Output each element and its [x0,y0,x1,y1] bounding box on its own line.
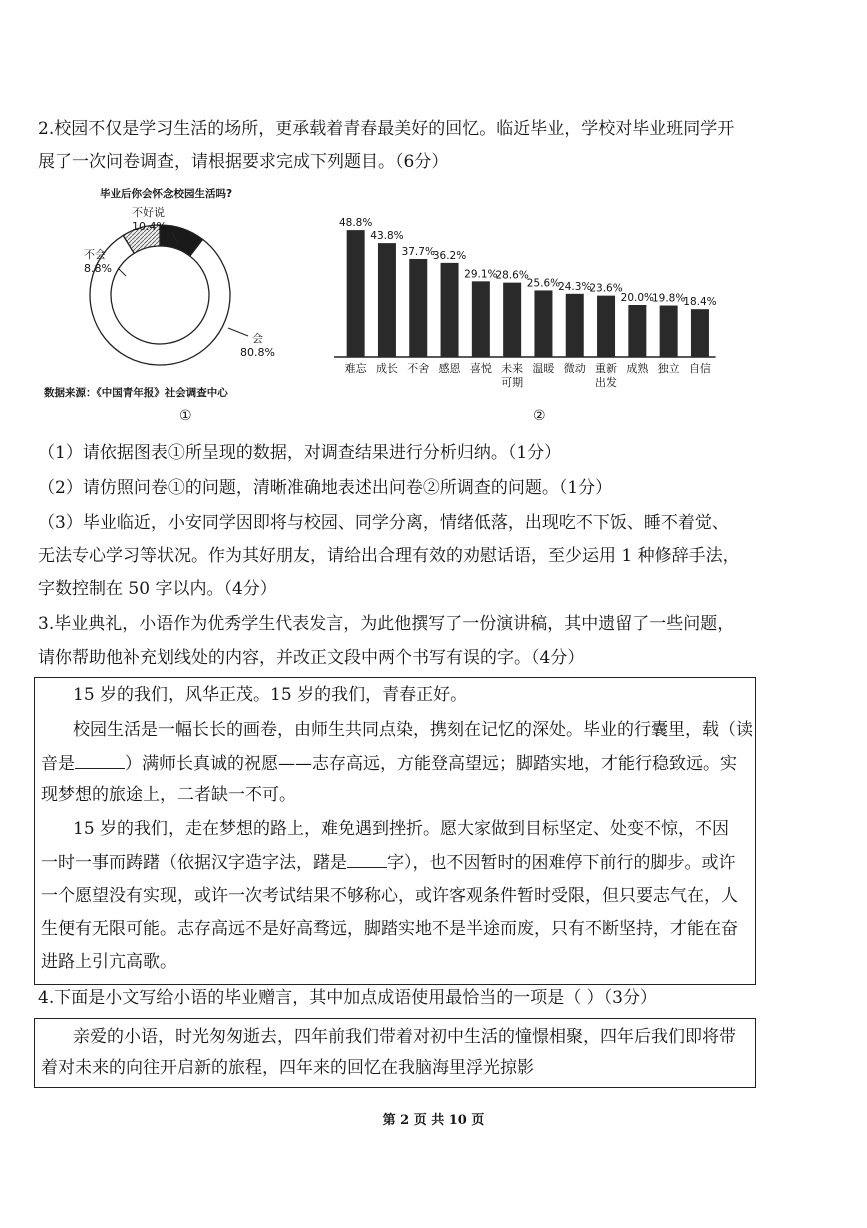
bar-value-label: 29.1% [464,268,498,281]
bar-自信 [691,309,709,357]
speech-p3-line5: 进路上引亢高歌。 [41,952,177,972]
bar-未来可期 [503,283,521,357]
speech-p2-line3: 现梦想的旅途上，二者缺一不可。 [41,785,296,805]
bar-成长 [378,243,396,357]
donut-slice-会 [90,235,230,365]
bar-category-label: 温暖 [532,362,555,375]
bar-category-label: 难忘 [344,362,367,375]
bar-value-label: 36.2% [432,249,467,262]
bar-微动 [566,294,584,357]
donut-label-会-value: 80.8% [240,346,275,359]
chart1-source: 数据来源：《中国青年报》社会调查中心 [44,387,228,399]
bar-重新出发 [597,296,615,357]
bar-category-label: 微动 [563,362,586,375]
message-line2: 着对未来的向往开启新的旅程，四年来的回忆在我脑海里浮光掠影 [41,1058,534,1078]
bar-category-label: 可期 [501,376,524,389]
bar-category-label: 自信 [688,362,711,375]
bar-category-label: 独立 [657,362,680,375]
bar-喜悦 [472,281,490,357]
bar-不舍 [409,259,427,357]
donut-label-不好说-name: 不好说 [132,206,165,219]
pinyin-blank[interactable] [75,752,125,769]
q4-stem: 4.下面是小文写给小语的毕业赠言，其中加点成语使用最恰当的一项是（ ）（3分） [38,988,657,1008]
speech-p3-line4: 生便有无限可能。志存高远不是好高骛远，脚踏实地不是半途而废，只有不断坚持，才能在奋 [41,919,738,939]
donut-label-不会-name: 不会 [84,248,106,261]
q2-sub2: （2）请仿照问卷①的问题，清晰准确地表述出问卷②所调查的问题。（1分） [38,478,613,498]
bar-value-label: 20.0% [620,292,655,304]
bar-value-label: 19.8% [651,292,686,305]
chart1-number: ① [179,408,192,424]
bar-难忘 [347,230,365,357]
bar-成熟 [628,305,646,357]
q2-stem-line2: 展了一次问卷调查，请根据要求完成下列题目。（6分） [38,152,449,172]
q2-stem-line1: 2.校园不仅是学习生活的场所，更承载着青春最美好的回忆。临近毕业，学校对毕业班同学开 [38,119,735,139]
bar-value-label: 23.6% [589,282,623,295]
bar-chart [330,205,725,400]
bar-value-label: 37.7% [401,245,435,258]
chart2-number: ② [533,408,546,424]
bar-value-label: 18.4% [683,296,717,309]
speech-p3-line3: 一个愿望没有实现，或许一次考试结果不够称心，或许客观条件暂时受限，但只要志气在，人 [41,886,738,906]
donut-label-不会-value: 8.8% [84,262,112,275]
speech-p3-line2: 一时一事而踌躇（依据汉字造字法，躇是 字），也不因暂时的困难停下前行的脚步。或许 [41,853,736,873]
bar-category-label: 喜悦 [469,362,492,375]
bar-温暖 [534,290,552,357]
q3-stem-line1: 3.毕业典礼，小语作为优秀学生代表发言，为此他撰写了一份演讲稿，其中遗留了一些问题， [38,614,735,634]
speech-box [34,677,756,985]
bar-value-label: 25.6% [526,277,561,290]
bar-category-label: 感恩 [438,362,461,375]
bar-感恩 [441,263,459,357]
speech-p1: 15 岁的我们，风华正茂。15 岁的我们，青春正好。 [73,685,468,705]
speech-p2-line1: 校园生活是一幅长长的画卷，由师生共同点染，携刻在记忆的深处。毕业的行囊里，载（读 [73,720,753,740]
speech-p2-line2: 音是 ）满师长真诚的祝愿——志存高远，方能登高望远；脚踏实地，才能行稳致远。实 [41,754,737,774]
bar-category-label: 重新 [595,362,618,375]
bar-value-label: 24.3% [558,280,592,293]
bar-category-label: 出发 [595,376,618,389]
message-line1: 亲爱的小语，时光匆匆逝去，四年前我们带着对初中生活的憧憬相聚，四年后我们即将带 [73,1027,736,1047]
bar-value-label: 48.8% [338,217,373,230]
page-footer: 第 2 页 共 10 页 [382,1113,485,1128]
bar-category-label: 成长 [375,362,398,375]
bar-category-label: 不舍 [407,362,430,375]
speech-p3-line1: 15 岁的我们，走在梦想的路上，难免遇到挫折。愿大家做到目标坚定、处变不惊，不因 [73,819,730,839]
donut-label-会-name: 会 [252,332,263,345]
bar-category-label: 未来 [501,362,524,375]
message-box [34,1018,756,1088]
chart1-title: 毕业后你会怀念校园生活吗? [100,188,233,200]
donut-label-不好说-value: 10.4% [132,220,167,233]
bar-value-label: 43.8% [370,230,404,243]
character-blank[interactable] [347,851,387,868]
q2-sub3-line2: 无法专心学习等状况。作为其好朋友，请给出合理有效的劝慰话语，至少运用 1 种修辞手法， [38,546,740,566]
q2-sub3-line3: 字数控制在 50 字以内。（4分） [38,579,277,599]
bar-独立 [660,306,678,357]
donut-chart [80,200,300,380]
q3-stem-line2: 请你帮助他补充划线处的内容，并改正文段中两个书写有误的字。（4分） [38,648,585,668]
q2-sub1: （1）请依据图表①所呈现的数据，对调查结果进行分析归纳。（1分） [38,443,562,463]
q2-sub3-line1: （3）毕业临近，小安同学因即将与校园、同学分离，情绪低落，出现吃不下饭、睡不着觉、 [38,513,729,533]
bar-category-label: 成熟 [626,362,649,375]
bar-value-label: 28.6% [495,269,529,282]
